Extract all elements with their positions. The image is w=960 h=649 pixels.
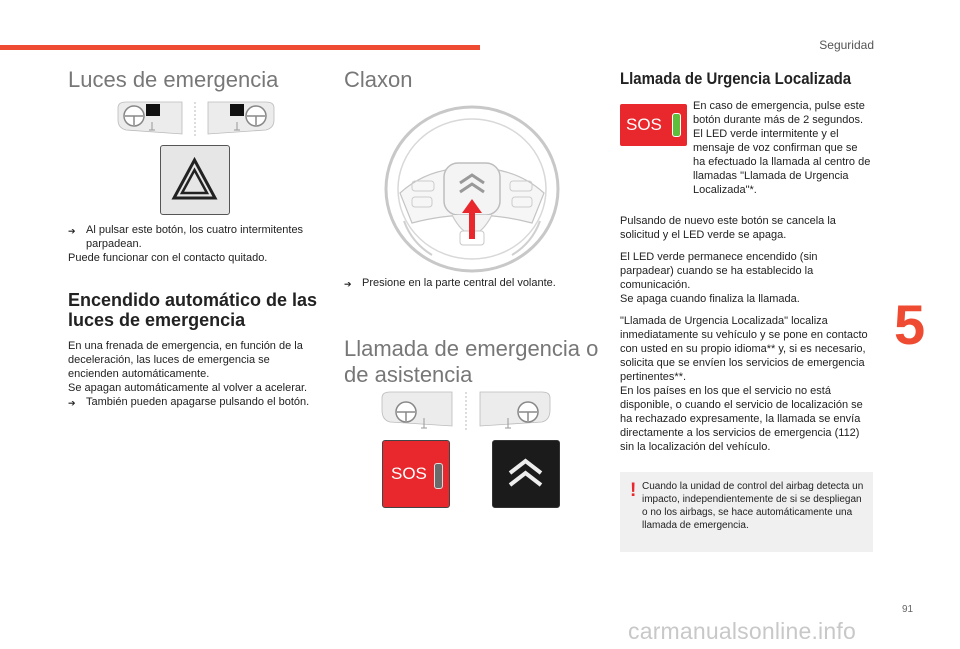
steering-wheel-icon bbox=[124, 106, 144, 126]
hazard-triangle-icon bbox=[161, 146, 228, 213]
sos-label: SOS bbox=[391, 464, 427, 483]
hazard-title: Luces de emergencia bbox=[68, 67, 279, 92]
watermark: carmanualsonline.info bbox=[628, 618, 856, 644]
hazard-note: Puede funcionar con el contacto quitado. bbox=[68, 252, 268, 264]
auto-hazard-text-2: Se apagan automáticamente al volver a acelerar. bbox=[68, 382, 308, 394]
auto-hazard-bullet: ➔ También pueden apagarse pulsando el botón. bbox=[68, 396, 310, 408]
bullet-arrow-icon: ➔ bbox=[68, 226, 76, 236]
chapter-number: 5 bbox=[894, 293, 926, 356]
auto-hazard-text-1: En una frenada de emergencia, en función de la deceleración, las luces de emergencia se encienden automáticamente. bbox=[68, 340, 303, 380]
sos-button-illustration bbox=[382, 440, 450, 508]
steering-wheel-icon bbox=[246, 106, 266, 126]
auto-hazard-subtitle: Encendido automático de las luces de emergencia bbox=[68, 290, 318, 330]
exclamation-icon: ! bbox=[630, 480, 637, 501]
section-label: Seguridad bbox=[819, 38, 874, 52]
hazard-bullet: ➔ Al pulsar este botón, los cuatro intermitentes parpadean. bbox=[68, 224, 304, 250]
dashboard-overview-illustration-2 bbox=[380, 390, 552, 434]
assistance-title: Llamada de emergencia o de asistencia bbox=[344, 336, 599, 387]
led-indicator bbox=[434, 463, 443, 489]
steering-wheel-icon bbox=[396, 402, 416, 422]
sos-button-small bbox=[620, 104, 687, 146]
urgent-call-cancel: Pulsando de nuevo este botón se cancela la solicitud y el LED verde se apaga. bbox=[620, 215, 836, 241]
page-number: 91 bbox=[902, 604, 914, 615]
urgent-call-fixed-2: Se apaga cuando finaliza la llamada. bbox=[620, 293, 800, 305]
urgent-call-led: El LED verde intermitente y el mensaje de voz confirman que se ha efectuado la llamada al centro de llamadas "Llamada de Urgencia Localizada"*. bbox=[693, 128, 871, 196]
urgent-call-title: Llamada de Urgencia Localizada bbox=[620, 69, 852, 88]
horn-title: Claxon bbox=[344, 67, 413, 92]
bullet-arrow-icon: ➔ bbox=[68, 398, 76, 408]
citroen-chevrons-icon bbox=[493, 441, 558, 506]
steering-wheel-illustration bbox=[382, 103, 562, 275]
airbag-warning-box bbox=[620, 472, 873, 552]
urgent-call-countries: En los países en los que el servicio no está disponible, o cuando el servicio de localización se ha rechazado expresamente, la llamada se envía directamente a los servicios de emergencia (112) sin la localización del vehículo. bbox=[620, 385, 863, 453]
steering-wheel-icon bbox=[518, 402, 538, 422]
urgent-call-fixed-1: El LED verde permanece encendido (sin parpadear) cuando se ha establecido la comunicación. bbox=[620, 251, 818, 291]
hazard-button-illustration bbox=[160, 145, 230, 215]
urgent-call-intro: En caso de emergencia, pulse este botón durante más de 2 segundos. bbox=[693, 100, 865, 126]
dashboard-overview-illustration bbox=[116, 100, 276, 140]
horn-bullet: ➔ Presione en la parte central del volante. bbox=[344, 277, 556, 289]
sos-label: SOS bbox=[626, 115, 662, 134]
led-indicator-green bbox=[672, 113, 681, 137]
bullet-arrow-icon: ➔ bbox=[344, 279, 352, 289]
urgent-call-locate: "Llamada de Urgencia Localizada" localiza inmediatamente su vehículo y se pone en contacto con usted en su propio idioma** y, si es necesario, solicita que se envíen los servicios de emergencia pertinentes**. bbox=[620, 315, 868, 383]
assistance-button-illustration bbox=[492, 440, 560, 508]
airbag-warning-text: Cuando la unidad de control del airbag detecta un impacto, independientemente de si se despliegan o no los airbags, se hace automáticamente una llamada de emergencia. bbox=[642, 481, 864, 531]
accent-bar bbox=[0, 45, 480, 50]
